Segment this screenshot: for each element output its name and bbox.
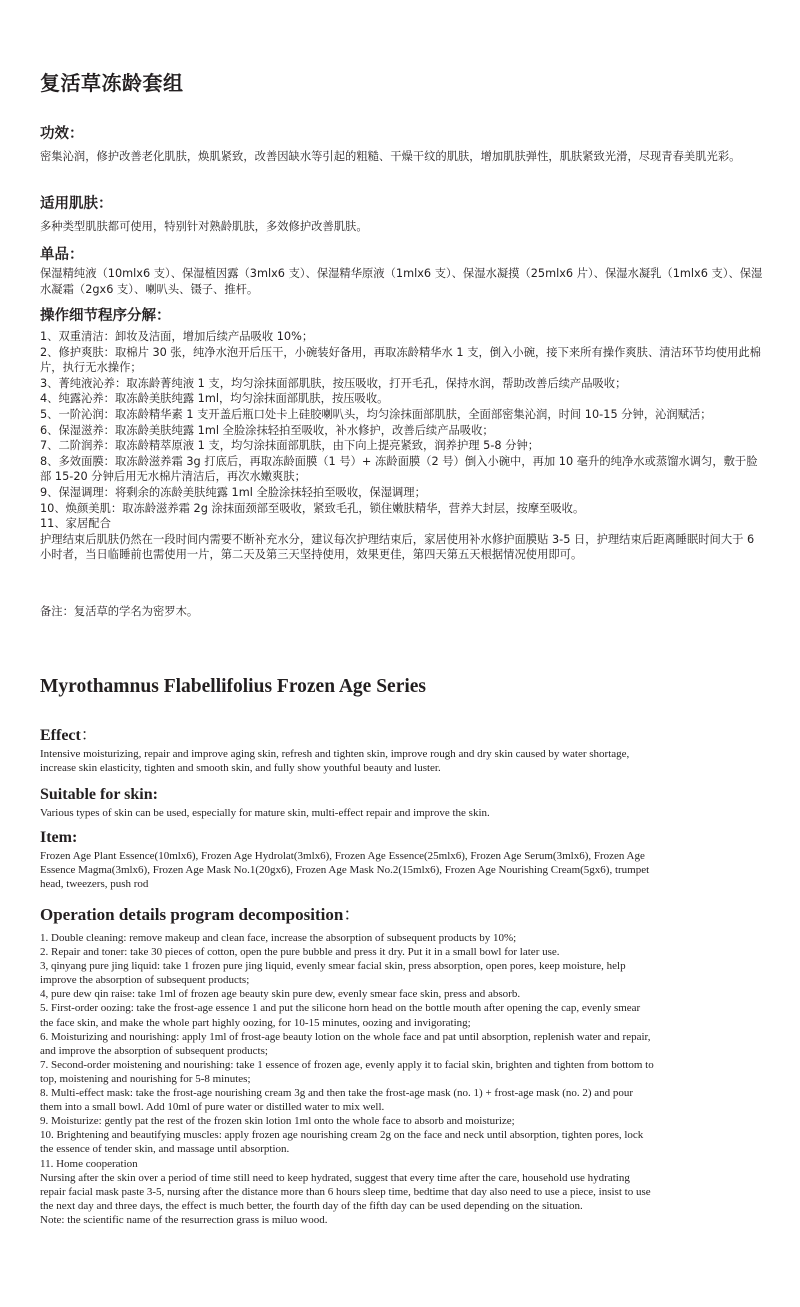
zh-item-section [40,243,765,297]
en-steps-section [40,900,768,1227]
zh-step: 3、菁纯液沁养：取冻龄菁纯液 1 支，均匀涂抹面部肌肤，按压吸收，打开毛孔，保持水润，帮助改善后续产品吸收； [40,376,627,390]
zh-step: 4、纯露沁养：取冻龄美肤纯露 1ml，均匀涂抹面部肌肤，按压吸收。 [40,392,389,406]
en-skin-text: Various types of skin can be used, especially for mature skin, multi-effect repair and improve the skin. [40,807,490,819]
en-step-line: 11. Home cooperation [40,1157,138,1170]
zh-skin-heading: 适用肌肤： [40,196,113,212]
en-effect-line: increase skin elasticity, tighten and smooth skin, and fully show youthful beauty and luster. [40,762,441,775]
en-step-line: 1. Double cleaning: remove makeup and clean face, increase the absorption of subsequent products by 10%; [40,932,517,944]
en-step-line: repair facial mask paste 3-5, nursing after the distance more than 6 hours sleep time, bedtime that day also need to use a piece, insist to use [40,1185,651,1198]
zh-step: 2、修护爽肤：取棉片 30 张，纯净水泡开后压干，小碗装好备用，再取冻龄精华水 1 支，倒入小碗，接下来所有操作爽肤、清洁环节均使用此棉片，执行无水操作； [40,345,761,375]
en-step-line: Nursing after the skin over a period of time still need to keep hydrated, suggest that every time after the care, household use hydrating [40,1171,630,1184]
zh-step: 1、双重清洁：卸妆及洁面，增加后续产品吸收 10%； [40,330,314,343]
zh-step: 9、保湿调理：将剩余的冻龄美肤纯露 1ml 全脸涂抹轻拍至吸收，保湿调理； [40,485,426,499]
zh-step: 7、二阶润养：取冻龄精萃原液 1 支，均匀涂抹面部肌肤，由下向上提亮紧致，润养护理 5-8 分钟； [40,439,540,453]
zh-effect-heading: 功效： [40,126,84,142]
en-step-line: the face skin, and make the whole part highly oozing, for 10-15 minutes, oozing and invigorating; [40,1016,471,1029]
zh-item-text: 保湿精纯液（10mlx6 支）、保湿植因露（3mlx6 支）、保湿精华原液（1mlx6 支）、保湿水凝摸（25mlx6 片）、保湿水凝乳（1mlx6 支）、保湿水凝霜（2gx6 支）、喇叭头、镊子、推杆。 [40,267,763,296]
en-item-section [40,829,768,891]
en-effect-section [40,722,768,775]
en-item-line: head, tweezers, push rod [40,878,149,891]
en-steps-heading-text: Operation details program decomposition [40,905,344,924]
zh-steps-heading: 操作细节程序分解： [40,308,171,324]
en-effect-heading-text: Effect [40,727,81,744]
zh-steps-section [40,304,765,563]
en-step-line: 9. Moisturize: gently pat the rest of the frozen skin lotion 1ml onto the whole face to absorb and moisturize; [40,1115,515,1128]
zh-skin-text: 多种类型肌肤都可使用，特别针对熟龄肌肤，多效修护改善肌肤。 [40,220,368,233]
zh-item-heading: 单品： [40,247,84,263]
en-item-line: Essence Magma(3mlx6), Frozen Age Mask No.1(20gx6), Frozen Age Mask No.2(15mlx6), Frozen Age Nourishing Cream(5gx6), trumpet [40,864,650,877]
en-step-line: 4, pure dew qin raise: take 1ml of frozen age beauty skin pure dew, evenly smear face skin, press and absorb. [40,988,521,1001]
en-steps-list [40,931,768,1227]
zh-step: 11、家居配合 [40,517,111,531]
zh-effect-section [40,122,765,165]
en-step-line: them into a small bowl. Add 10ml of pure water or distilled water to mix well. [40,1101,385,1114]
en-item-heading: Item: [40,829,78,846]
en-note-line: Note: the scientific name of the resurrection grass is miluo wood. [40,1213,328,1226]
en-step-line: 8. Multi-effect mask: take the frost-age nourishing cream 3g and then take the frost-age mask (no. 1) + frost-age mask (no. 2) and pour [40,1087,634,1100]
en-step-line: and improve the absorption of subsequent products; [40,1044,268,1057]
en-item-line: Frozen Age Plant Essence(10mlx6), Frozen Age Hydrolat(3mlx6), Frozen Age Essence(25mlx6), Frozen Age Serum(3mlx6), Frozen Age [40,850,645,862]
en-steps-heading [40,900,768,925]
en-effect-line: Intensive moisturizing, repair and improve aging skin, refresh and tighten skin, improve rough and dry skin caused by water shortage, [40,748,630,760]
en-effect-heading-colon: ： [80,727,97,744]
zh-skin-section [40,192,765,235]
en-step-line: 2. Repair and toner: take 30 pieces of cotton, open the pure bubble and press it dry. Put it in a small bowl for later use. [40,946,560,959]
zh-steps-list [40,329,765,563]
en-step-line: improve the absorption of subsequent products; [40,974,250,987]
zh-step: 护理结束后肌肤仍然在一段时间内需要不断补充水分，建议每次护理结束后，家居使用补水修护面膜贴 3-5 日，护理结束后距离睡眠时间大于 6 小时者，当日临睡前也需使用一片，第二天及第三天坚持使用，效果更佳，第四天第五天根据情况使用即可。 [40,532,755,562]
zh-note-text: 备注：复活草的学名为密罗木。 [40,605,199,618]
en-step-line: 7. Second-order moistening and nourishing: take 1 essence of frozen age, evenly apply it to facial skin, brighten and tighten from bottom to [40,1058,654,1071]
en-step-line: 6. Moisturizing and nourishing: apply 1ml of frost-age beauty lotion on the whole face and pat until absorption, replenish water and repair, [40,1030,651,1043]
en-step-line: the essence of tender skin, and massage until absorption. [40,1143,290,1156]
zh-note [40,604,765,620]
zh-step: 10、焕颜美肌：取冻龄滋养霜 2g 涂抹面颈部至吸收，紧致毛孔，锁住嫩肤精华，营养大封层，按摩至吸收。 [40,501,585,515]
zh-step: 8、多效面膜：取冻龄滋养霜 3g 打底后，再取冻龄面膜（1 号）+ 冻龄面膜（2 号）倒入小碗中，再加 10 毫升的纯净水或蒸馏水调匀，敷于脸部 15-20 分钟后用无水棉片清洁后，再次水嫩爽肤； [40,454,758,484]
zh-step: 5、一阶沁润：取冻龄精华素 1 支开盖后瓶口处卡上硅胶喇叭头，均匀涂抹面部肌肤，全面部密集沁润，时间 10-15 分钟，沁润赋活； [40,407,712,421]
zh-effect-text: 密集沁润，修护改善老化肌肤，焕肌紧致，改善因缺水等引起的粗糙、干燥干纹的肌肤，增加肌肤弹性，肌肤紧致光滑，尽现青春美肌光彩。 [40,150,741,163]
en-skin-heading: Suitable for skin: [40,786,158,803]
en-effect-body [40,747,768,775]
en-item-body [40,849,768,891]
en-page-title: Myrothamnus Flabellifolius Frozen Age Series [40,676,427,697]
en-steps-heading-colon: ： [343,905,361,924]
en-skin-section [40,786,768,820]
en-step-line: 10. Brightening and beautifying muscles: apply frozen age nourishing cream 2g on the face and neck until absorption, tighten pores, lock [40,1129,644,1142]
en-step-line: the next day and three days, the effect is much better, the fourth day of the fifth day can be used depending on the situation. [40,1199,583,1212]
en-step-line: 5. First-order oozing: take the frost-age essence 1 and put the silicone horn head on the bottle mouth after opening the cap, evenly smear [40,1002,641,1015]
en-step-line: 3, qinyang pure jing liquid: take 1 frozen pure jing liquid, evenly smear facial skin, press absorption, open pores, keep moisture, help [40,960,626,973]
zh-page-title: 复活草冻龄套组 [40,71,184,95]
en-effect-heading [40,722,768,745]
en-step-line: top, moistening and nourishing for 5-8 minutes; [40,1072,251,1085]
zh-step: 6、保湿滋养：取冻龄美肤纯露 1ml 全脸涂抹轻拍至吸收，补水修护，改善后续产品吸收； [40,423,494,437]
